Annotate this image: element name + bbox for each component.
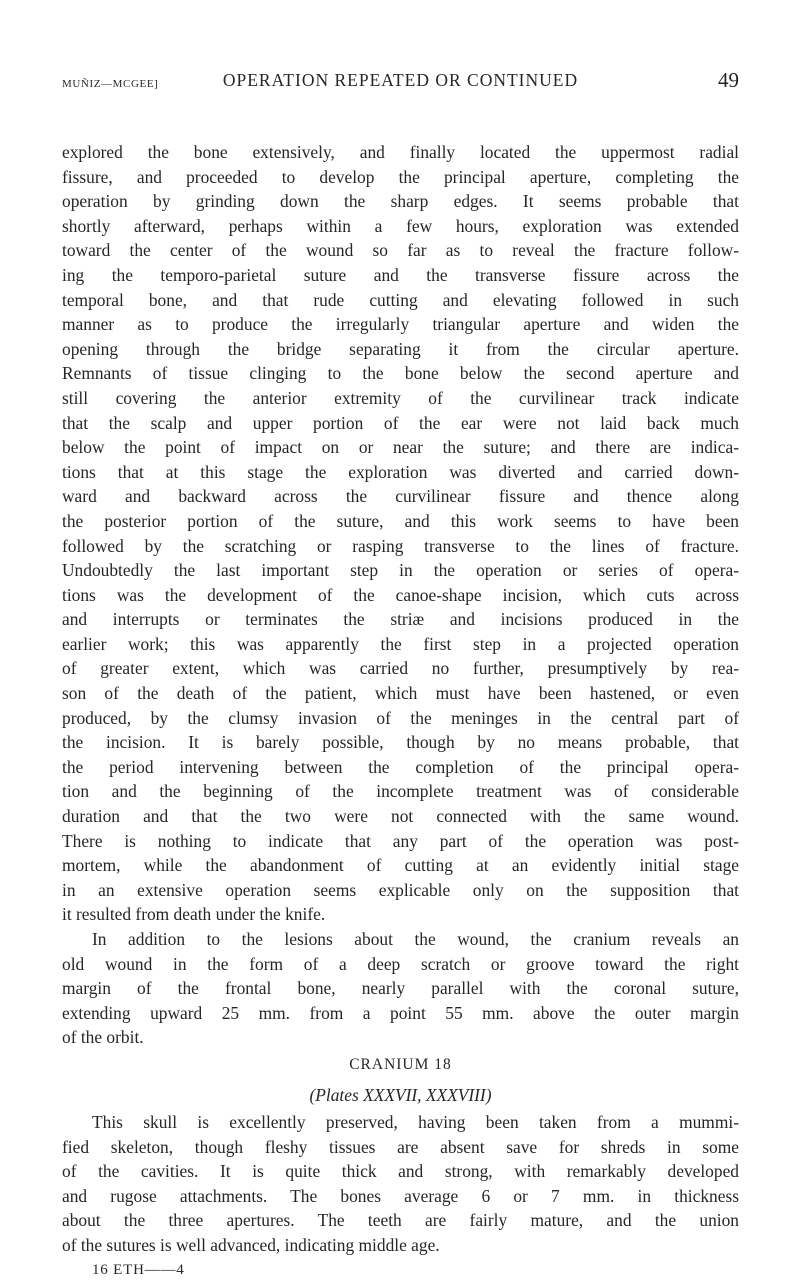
text-line: tion and the beginning of the incomplete treatment was of considerable — [62, 781, 739, 802]
text-line: in an extensive operation seems explicable only on the supposition that — [62, 879, 739, 900]
text-line: of the orbit. — [62, 1027, 144, 1048]
running-head-title: OPERATION REPEATED OR CONTINUED — [222, 70, 579, 90]
text-line: produced, by the clumsy invasion of the meninges in the central part of — [62, 707, 739, 728]
text-line: temporal bone, and that rude cutting and elevating followed in such — [62, 289, 739, 310]
text-line: the period intervening between the completion of the principal opera- — [62, 756, 739, 777]
signature-mark: 16 ETH——4 — [92, 1261, 185, 1278]
text-line: operation by grinding down the sharp edges. It seems probable that — [62, 191, 739, 212]
text-line: Undoubtedly the last important step in the operation or series of opera- — [62, 560, 739, 581]
page-body — [62, 140, 739, 1282]
running-head-authors: MUÑIZ—MCGEE] — [62, 78, 159, 90]
paragraph-continued — [62, 140, 739, 927]
text-line: fied skeleton, though fleshy tissues are absent save for shreds in some — [62, 1136, 739, 1157]
paragraph-old-wound — [62, 927, 739, 1050]
text-line: that the scalp and upper portion of the ear were not laid back much — [62, 412, 739, 433]
text-line: of the sutures is well advanced, indicating middle age. — [62, 1234, 440, 1255]
text-line: manner as to produce the irregularly triangular aperture and widen the — [62, 314, 739, 335]
text-line: mortem, while the abandonment of cutting at an evidently initial stage — [62, 855, 739, 876]
text-line: tions that at this stage the exploration was diverted and carried down- — [62, 461, 739, 482]
text-line: fissure, and proceeded to develop the principal aperture, completing the — [62, 166, 739, 187]
text-line: the posterior portion of the suture, and this work seems to have been — [62, 510, 739, 531]
text-line: toward the center of the wound so far as to reveal the fracture follow- — [62, 240, 739, 261]
section-heading: CRANIUM 18 — [349, 1055, 452, 1073]
page-number: 49 — [718, 68, 739, 92]
text-line: opening through the bridge separating it from the circular aperture. — [62, 338, 739, 359]
text-line: margin of the frontal bone, nearly parallel with the coronal suture, — [62, 978, 739, 999]
text-line: earlier work; this was apparently the first step in a projected operation — [62, 633, 739, 654]
section-subheading: (Plates XXXVII, XXXVIII) — [309, 1084, 492, 1105]
text-line: son of the death of the patient, which must have been hastened, or even — [62, 683, 739, 704]
text-line: duration and that the two were not connected with the same wound. — [62, 806, 739, 827]
text-line: extending upward 25 mm. from a point 55 mm. above the outer margin — [62, 1002, 739, 1023]
text-line: about the three apertures. The teeth are fairly mature, and the union — [62, 1210, 739, 1231]
text-line: and rugose attachments. The bones average 6 or 7 mm. in thickness — [62, 1185, 739, 1206]
text-line: the incision. It is barely possible, though by no means probable, that — [62, 732, 739, 753]
page-header — [62, 68, 739, 98]
text-line: tions was the development of the canoe-shape incision, which cuts across — [62, 584, 739, 605]
text-line: In addition to the lesions about the wound, the cranium reveals an — [92, 929, 739, 949]
text-line: of the cavities. It is quite thick and strong, with remarkably developed — [62, 1161, 739, 1182]
text-line: explored the bone extensively, and finally located the uppermost radial — [62, 142, 739, 162]
text-line: This skull is excellently preserved, having been taken from a mummi- — [92, 1111, 739, 1132]
text-line: There is nothing to indicate that any part of the operation was post- — [62, 830, 739, 851]
text-line: it resulted from death under the knife. — [62, 904, 326, 925]
text-line: of greater extent, which was carried no further, presumptively by rea- — [62, 658, 739, 679]
text-line: and interrupts or terminates the striæ and incisions produced in the — [62, 609, 739, 630]
text-line: below the point of impact on or near the suture; and there are indica- — [62, 437, 739, 458]
text-line: followed by the scratching or rasping transverse to the lines of fracture. — [62, 535, 739, 556]
text-line: ing the temporo-parietal suture and the transverse fissure across the — [62, 264, 739, 285]
text-line: Remnants of tissue clinging to the bone below the second aperture and — [62, 363, 739, 384]
paragraph-cranium-18 — [62, 1110, 739, 1258]
text-line: ward and backward across the curvilinear fissure and thence along — [62, 486, 739, 507]
text-line: still covering the anterior extremity of the curvilinear track indicate — [62, 387, 739, 408]
text-line: shortly afterward, perhaps within a few hours, exploration was extended — [62, 215, 739, 236]
text-line: old wound in the form of a deep scratch or groove toward the right — [62, 953, 739, 974]
